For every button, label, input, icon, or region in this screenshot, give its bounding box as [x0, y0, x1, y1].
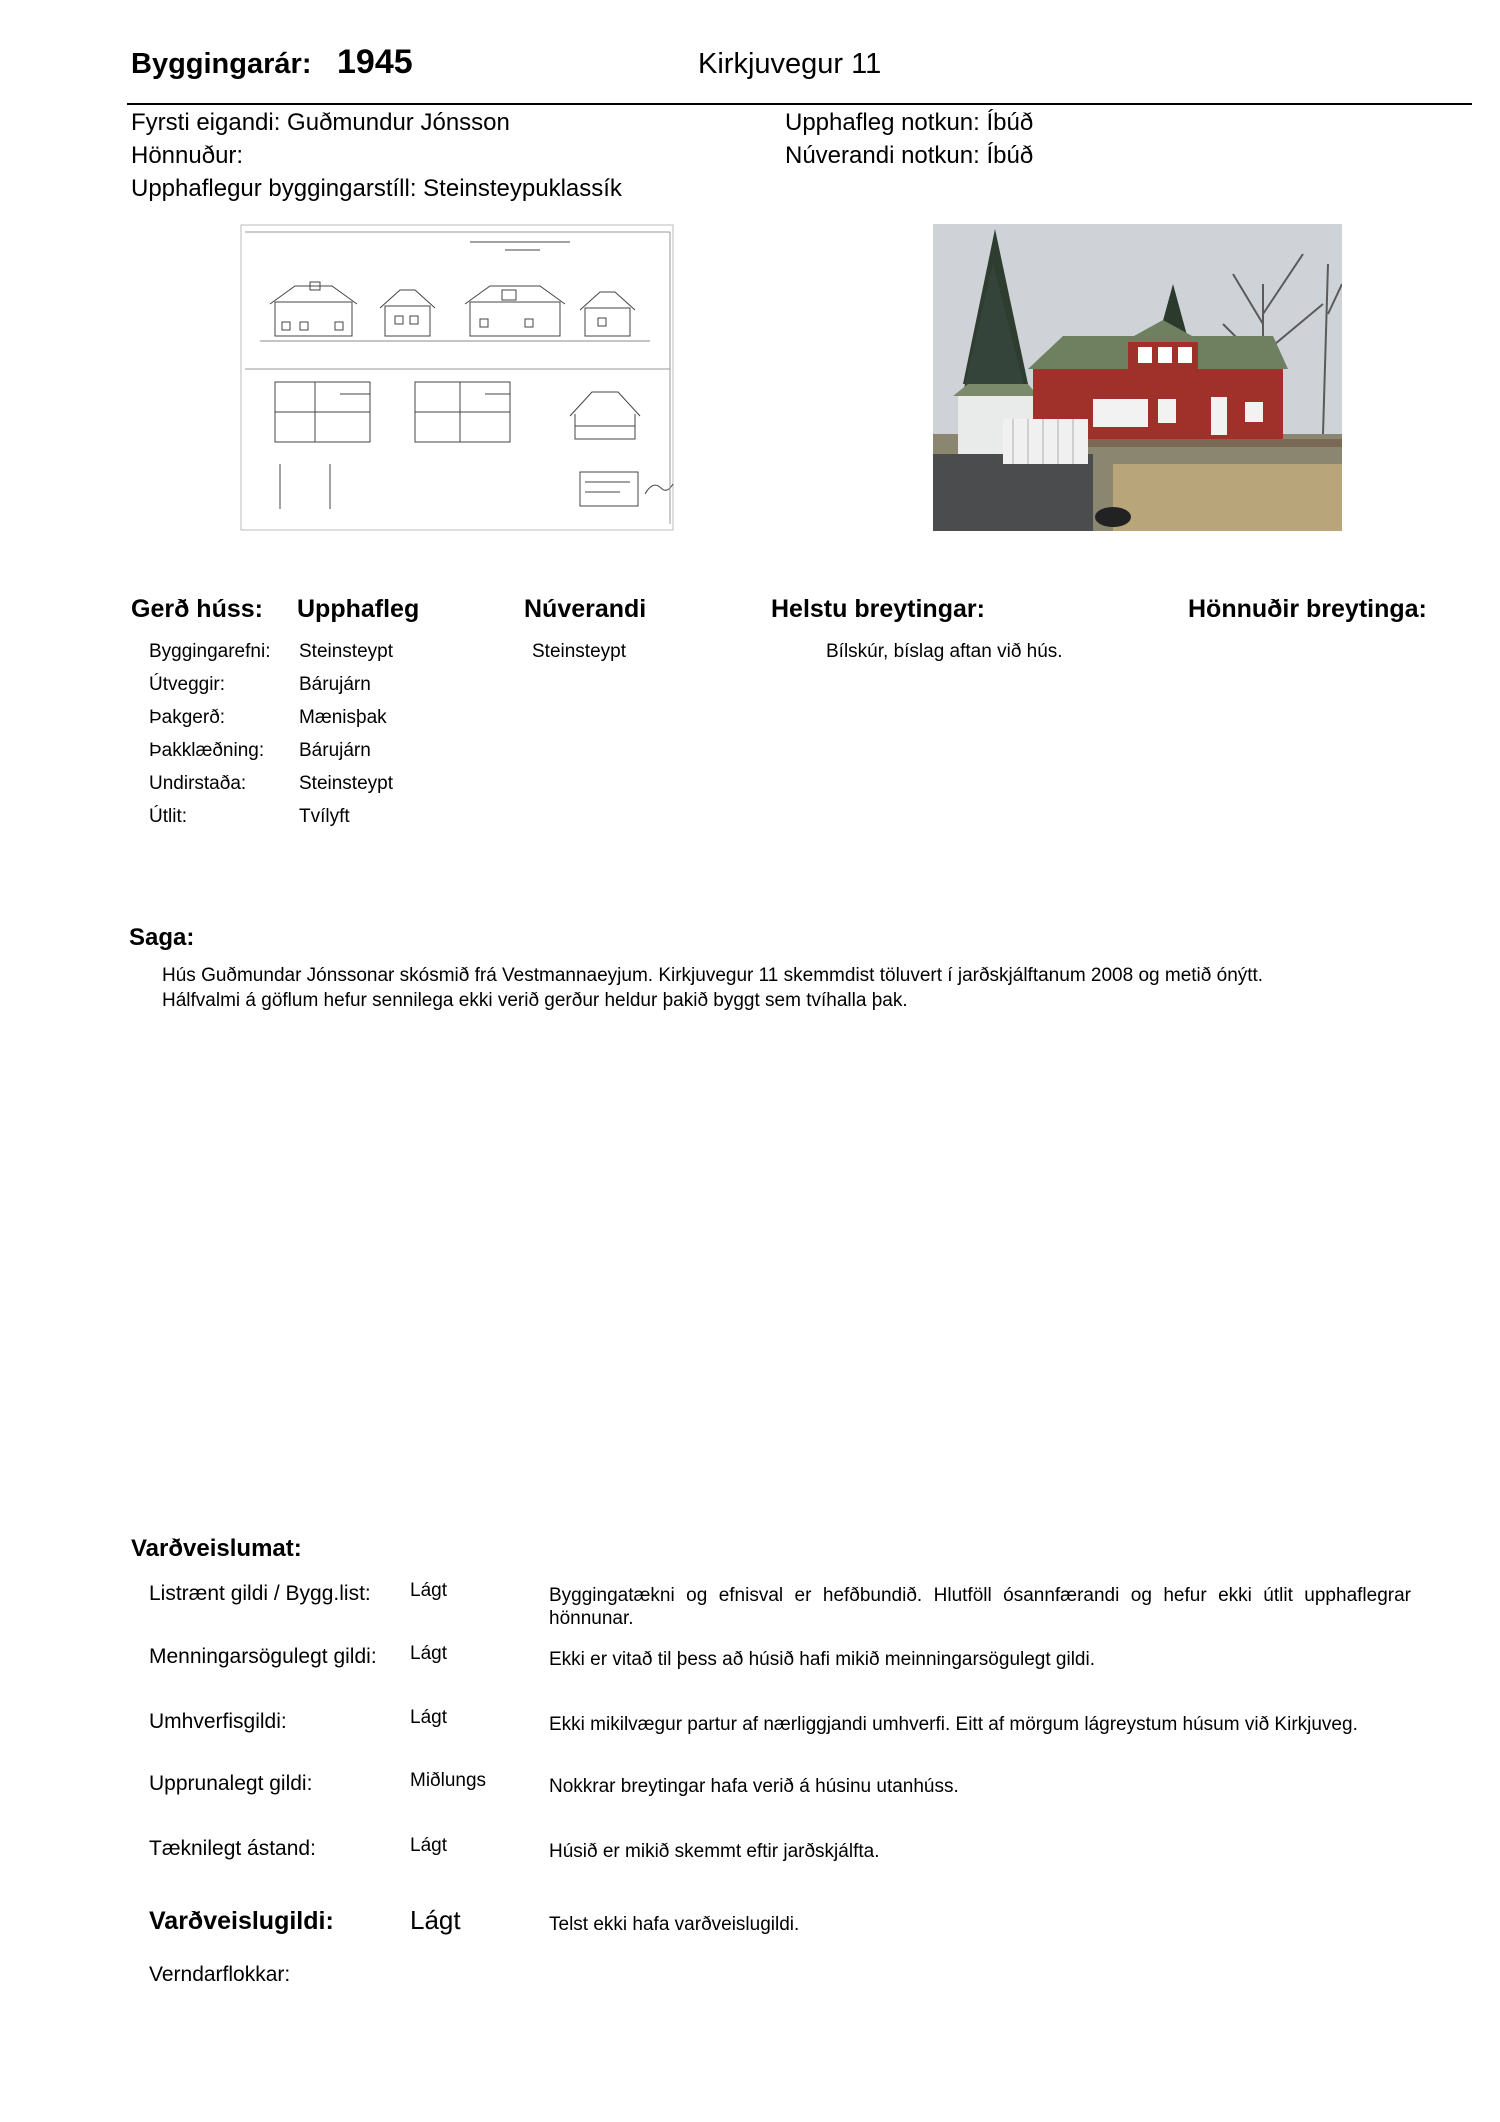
saga-line-1: Hús Guðmundar Jónssonar skósmið frá Vestmannaeyjum. Kirkjuvegur 11 skemmdist töluvert í jarðskjálftanum 2008 og metið ónýtt.: [162, 965, 1264, 986]
col-header-original: Upphafleg: [297, 595, 420, 623]
row-current-material: Steinsteypt: [532, 641, 626, 662]
row-changes-material: Bílskúr, bíslag aftan við hús.: [826, 641, 1063, 662]
preservation-value-label: Varðveislugildi:: [149, 1907, 334, 1935]
assessment-level-original: Miðlungs: [410, 1770, 487, 1791]
assessment-label-environmental: Umhverfisgildi:: [149, 1710, 287, 1733]
row-original-material: Steinsteypt: [299, 641, 393, 662]
current-use: Núverandi notkun: Íbúð: [785, 142, 1034, 169]
architectural-drawing-icon: [240, 224, 674, 531]
row-original-roof-type: Mænisþak: [299, 707, 387, 728]
architectural-drawing: [240, 224, 674, 531]
assessment-desc-artistic: Byggingatækni og efnisval er hefðbundið. Hlutföll ósannfærandi og hefur ekki útlit upphaflegrar hönnunar.: [549, 1585, 1411, 1629]
col-header-type: Gerð húss:: [131, 595, 263, 623]
col-header-changes: Helstu breytingar:: [771, 595, 985, 623]
preservation-value-level: Lágt: [410, 1905, 461, 1935]
row-label-appearance: Útlit:: [149, 806, 187, 827]
year-value: 1945: [337, 43, 413, 81]
assessment-label-original: Upprunalegt gildi:: [149, 1772, 313, 1795]
row-label-roof-cover: Þakklæðning:: [149, 740, 265, 761]
row-label-material: Byggingarefni:: [149, 641, 271, 662]
assessment-level-technical: Lágt: [410, 1835, 447, 1856]
year-label: Byggingarár:: [131, 48, 312, 80]
assessment-desc-technical: Húsið er mikið skemmt eftir jarðskjálfta.: [549, 1841, 880, 1862]
original-use: Upphafleg notkun: Íbúð: [785, 109, 1034, 136]
col-header-current: Núverandi: [524, 595, 647, 623]
saga-title: Saga:: [129, 924, 195, 951]
assessment-desc-environmental: Ekki mikilvægur partur af nærliggjandi umhverfi. Eitt af mörgum lágreystum húsum við Kirkjuveg.: [549, 1714, 1358, 1735]
assessment-title: Varðveislumat:: [131, 1535, 302, 1562]
row-original-appearance: Tvílyft: [299, 806, 350, 827]
assessment-level-environmental: Lágt: [410, 1707, 447, 1728]
assessment-level-artistic: Lágt: [410, 1580, 447, 1601]
original-style: Upphaflegur byggingarstíll: Steinsteypuklassík: [131, 175, 622, 202]
house-photo: [933, 224, 1342, 531]
address: Kirkjuvegur 11: [698, 48, 882, 80]
assessment-label-technical: Tæknilegt ástand:: [149, 1837, 316, 1860]
header-divider: [127, 103, 1472, 105]
assessment-level-cultural: Lágt: [410, 1643, 447, 1664]
row-label-walls: Útveggir:: [149, 674, 226, 695]
saga-text: [162, 963, 1362, 1013]
preservation-value-desc: Telst ekki hafa varðveislugildi.: [549, 1914, 800, 1935]
row-original-foundation: Steinsteypt: [299, 773, 393, 794]
saga-line-2: Hálfvalmi á göflum hefur sennilega ekki verið gerður heldur þakið byggt sem tvíhalla þak.: [162, 990, 908, 1011]
designer: Hönnuður:: [131, 142, 244, 169]
row-original-walls: Bárujárn: [299, 674, 371, 695]
protection-class-label: Verndarflokkar:: [149, 1963, 291, 1986]
assessment-label-artistic: Listrænt gildi / Bygg.list:: [149, 1582, 371, 1605]
assessment-label-cultural: Menningarsögulegt gildi:: [149, 1645, 377, 1668]
first-owner: Fyrsti eigandi: Guðmundur Jónsson: [131, 109, 510, 136]
house-photo-icon: [933, 224, 1342, 531]
assessment-desc-cultural: Ekki er vitað til þess að húsið hafi mikið meinningarsögulegt gildi.: [549, 1649, 1095, 1670]
row-label-foundation: Undirstaða:: [149, 773, 247, 794]
assessment-desc-original: Nokkrar breytingar hafa verið á húsinu utanhúss.: [549, 1776, 959, 1797]
col-header-change-designers: Hönnuðir breytinga:: [1188, 595, 1427, 623]
row-original-roof-cover: Bárujárn: [299, 740, 371, 761]
row-label-roof-type: Þakgerð:: [149, 707, 226, 728]
